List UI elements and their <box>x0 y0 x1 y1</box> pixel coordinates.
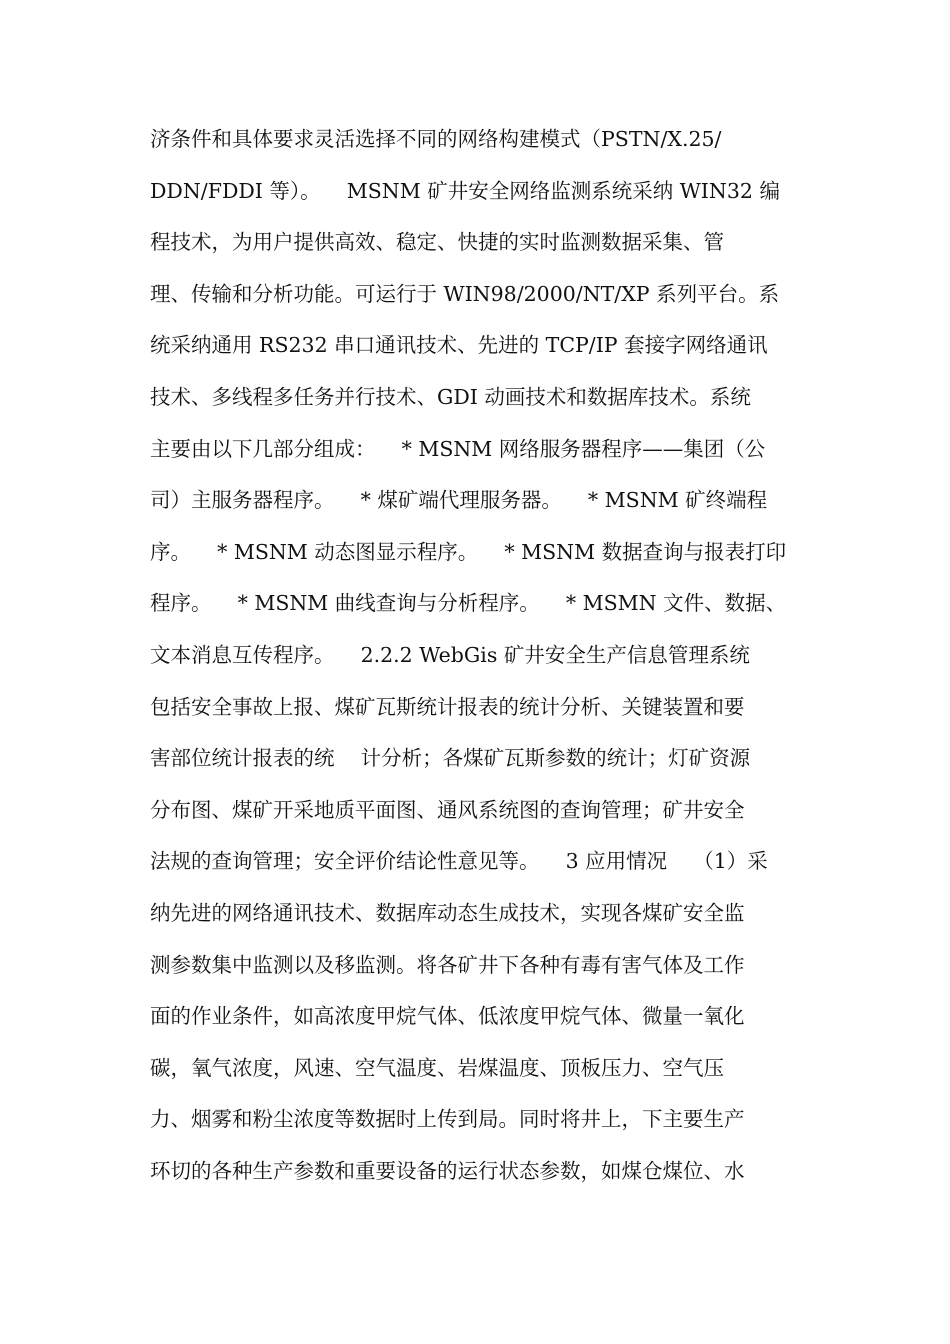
text-line: 分布图、煤矿开采地质平面图、通风系统图的查询管理；矿井安全 <box>150 797 745 822</box>
text-line: 程序。 * MSNM 曲线查询与分析程序。 * MSMN 文件、数据、 <box>150 591 787 616</box>
text-line: 包括安全事故上报、煤矿瓦斯统计报表的统计分析、关键装置和要 <box>150 694 745 719</box>
text-line: 技术、多线程多任务并行技术、GDI 动画技术和数据库技术。系统 <box>150 384 751 409</box>
text-line: 主要由以下几部分组成： * MSNM 网络服务器程序——集团（公 <box>150 436 766 461</box>
text-line: 序。 * MSNM 动态图显示程序。 * MSNM 数据查询与报表打印 <box>150 539 787 564</box>
text-line: 法规的查询管理；安全评价结论性意见等。 3 应用情况 （1）采 <box>150 849 768 874</box>
text-line: 济条件和具体要求灵活选择不同的网络构建模式（PSTN/X.25/ <box>150 127 722 151</box>
text-line: 力、烟雾和粉尘浓度等数据时上传到局。同时将井上，下主要生产 <box>150 1107 745 1132</box>
text-line: 程技术，为用户提供高效、稳定、快捷的实时监测数据采集、管 <box>150 230 724 255</box>
text-line: 环切的各种生产参数和重要设备的运行状态参数，如煤仓煤位、水 <box>150 1158 745 1183</box>
text-line: 文本消息互传程序。 2.2.2 WebGis 矿井安全生产信息管理系统 <box>150 642 750 667</box>
body-text <box>150 114 810 1197</box>
text-line: 理、传输和分析功能。可运行于 WIN98/2000/NT/XP 系列平台。系 <box>150 281 780 306</box>
text-line: 害部位统计报表的统 计分析；各煤矿瓦斯参数的统计；灯矿资源 <box>150 746 751 771</box>
text-line: 统采纳通用 RS232 串口通讯技术、先进的 TCP/IP 套接字网络通讯 <box>150 333 768 358</box>
text-line: 司）主服务器程序。 * 煤矿端代理服务器。 * MSNM 矿终端程 <box>150 488 768 513</box>
text-line: 碳，氧气浓度，风速、空气温度、岩煤温度、顶板压力、空气压 <box>150 1055 724 1080</box>
text-line: DDN/FDDI 等）。 MSNM 矿井安全网络监测系统采纳 WIN32 编 <box>150 178 780 203</box>
text-line: 测参数集中监测以及移监测。将各矿井下各种有毒有害气体及工作 <box>150 952 745 977</box>
text-line: 纳先进的网络通讯技术、数据库动态生成技术，实现各煤矿安全监 <box>150 900 745 925</box>
text-line: 面的作业条件，如高浓度甲烷气体、低浓度甲烷气体、微量一氧化 <box>150 1004 745 1029</box>
